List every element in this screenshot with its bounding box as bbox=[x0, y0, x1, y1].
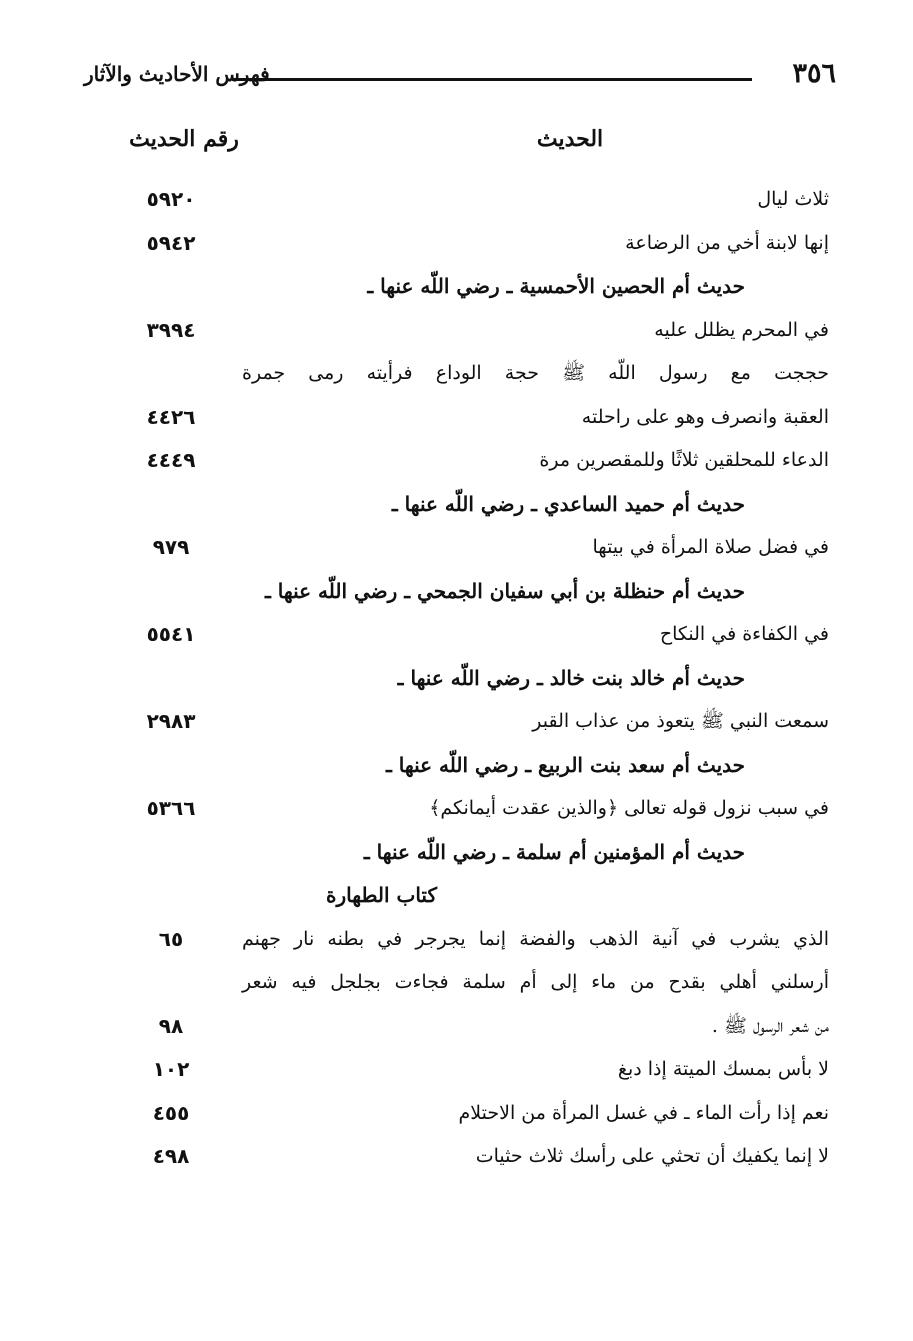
header-rule bbox=[232, 78, 752, 81]
hadith-text: نعم إذا رأت الماء ـ في غسل المرأة من الاحتلام bbox=[458, 1101, 829, 1124]
book-heading bbox=[0, 874, 913, 918]
running-title: فهرس الأحاديث والآثار bbox=[84, 62, 270, 86]
list-item bbox=[0, 961, 913, 1005]
section-heading-text: حديث أم حنظلة بن أبي سفيان الجمحي ـ رضي اللّه عنها ـ bbox=[264, 578, 745, 603]
list-item bbox=[0, 352, 913, 396]
hadith-text: في سبب نزول قوله تعالى ﴿والذين عقدت أيمانكم﴾ bbox=[429, 797, 829, 819]
list-item bbox=[0, 787, 913, 831]
hadith-number: ٤٤٢٦ bbox=[146, 404, 196, 429]
hadith-text: إنها لابنة أخي من الرضاعة bbox=[625, 231, 829, 254]
hadith-number: ٥٣٦٦ bbox=[146, 796, 196, 820]
section-heading-text: حديث أم الحصين الأحمسية ـ رضي اللّه عنها ـ bbox=[367, 274, 745, 298]
hadith-text: ثلاث ليال bbox=[757, 188, 829, 210]
hadith-text: سمعت النبي ﷺ يتعوذ من عذاب القبر bbox=[532, 710, 829, 732]
index-list bbox=[0, 178, 913, 1179]
hadith-text: لا بأس بمسك الميتة إذا دبغ bbox=[617, 1058, 829, 1080]
hadith-text: لا إنما يكفيك أن تحثي على رأسك ثلاث حثيات bbox=[475, 1145, 829, 1167]
hadith-text: أرسلني أهلي بقدح من ماء إلى أم سلمة فجاءت بجلجل فيه شعر bbox=[242, 971, 830, 993]
section-heading bbox=[0, 744, 913, 788]
hadith-number: ٥٩٢٠ bbox=[146, 187, 196, 211]
section-heading-text: حديث أم المؤمنين أم سلمة ـ رضي اللّه عنها ـ bbox=[363, 839, 745, 864]
hadith-number: ١٠٢ bbox=[152, 1057, 190, 1081]
hadith-number: ٢٩٨٣ bbox=[146, 709, 196, 733]
hadith-number: ٤٥٥ bbox=[152, 1100, 190, 1125]
hadith-text: حججت مع رسول اللّه ﷺ حجة الوداع فرأيته رمى جمرة bbox=[242, 362, 829, 384]
list-item bbox=[0, 396, 913, 440]
list-item bbox=[0, 700, 913, 744]
running-header bbox=[84, 56, 836, 96]
hadith-number: ٣٩٩٤ bbox=[146, 317, 196, 342]
hadith-text: في فضل صلاة المرأة في بيتها bbox=[592, 536, 829, 558]
hadith-number: ٤٩٨ bbox=[152, 1144, 190, 1168]
list-item bbox=[0, 439, 913, 483]
book-heading-text: كتاب الطهارة bbox=[326, 883, 437, 907]
section-heading bbox=[0, 265, 913, 309]
section-heading bbox=[0, 831, 913, 875]
column-heading-number: رقم الحديث bbox=[129, 126, 239, 152]
list-item bbox=[0, 1092, 913, 1136]
list-item bbox=[0, 222, 913, 266]
list-item bbox=[0, 309, 913, 353]
hadith-number: ٥٩٤٢ bbox=[146, 230, 196, 255]
section-heading-text: حديث أم سعد بنت الربيع ـ رضي اللّه عنها ـ bbox=[385, 752, 745, 777]
page-number: ٣٥٦ bbox=[792, 58, 836, 89]
section-heading-text: حديث أم خالد بنت خالد ـ رضي اللّه عنها ـ bbox=[397, 665, 745, 690]
section-heading bbox=[0, 570, 913, 614]
list-item bbox=[0, 613, 913, 657]
hadith-text: من شعر الرسول ﷺ . bbox=[711, 1014, 829, 1037]
list-item bbox=[0, 178, 913, 222]
section-heading bbox=[0, 483, 913, 527]
hadith-text: في المحرم يظلل عليه bbox=[654, 318, 829, 341]
list-item bbox=[0, 1048, 913, 1092]
list-item bbox=[0, 1005, 913, 1049]
hadith-number: ٦٥ bbox=[158, 926, 184, 951]
hadith-number: ٩٧٩ bbox=[152, 535, 190, 559]
column-heading-hadith: الحديث bbox=[536, 126, 604, 152]
list-item bbox=[0, 918, 913, 962]
hadith-number: ٤٤٤٩ bbox=[146, 448, 196, 472]
list-item bbox=[0, 526, 913, 570]
list-item bbox=[0, 1135, 913, 1179]
section-heading-text: حديث أم حميد الساعدي ـ رضي اللّه عنها ـ bbox=[391, 491, 745, 516]
section-heading bbox=[0, 657, 913, 701]
hadith-text: الدعاء للمحلقين ثلاثًا وللمقصرين مرة bbox=[539, 449, 829, 471]
hadith-number: ٩٨ bbox=[158, 1013, 184, 1038]
hadith-text: العقبة وانصرف وهو على راحلته bbox=[581, 405, 829, 428]
hadith-number: ٥٥٤١ bbox=[146, 622, 196, 646]
hadith-text: الذي يشرب في آنية الذهب والفضة إنما يجرجر في بطنه نار جهنم bbox=[242, 927, 829, 950]
hadith-text: في الكفاءة في النكاح bbox=[659, 623, 829, 645]
